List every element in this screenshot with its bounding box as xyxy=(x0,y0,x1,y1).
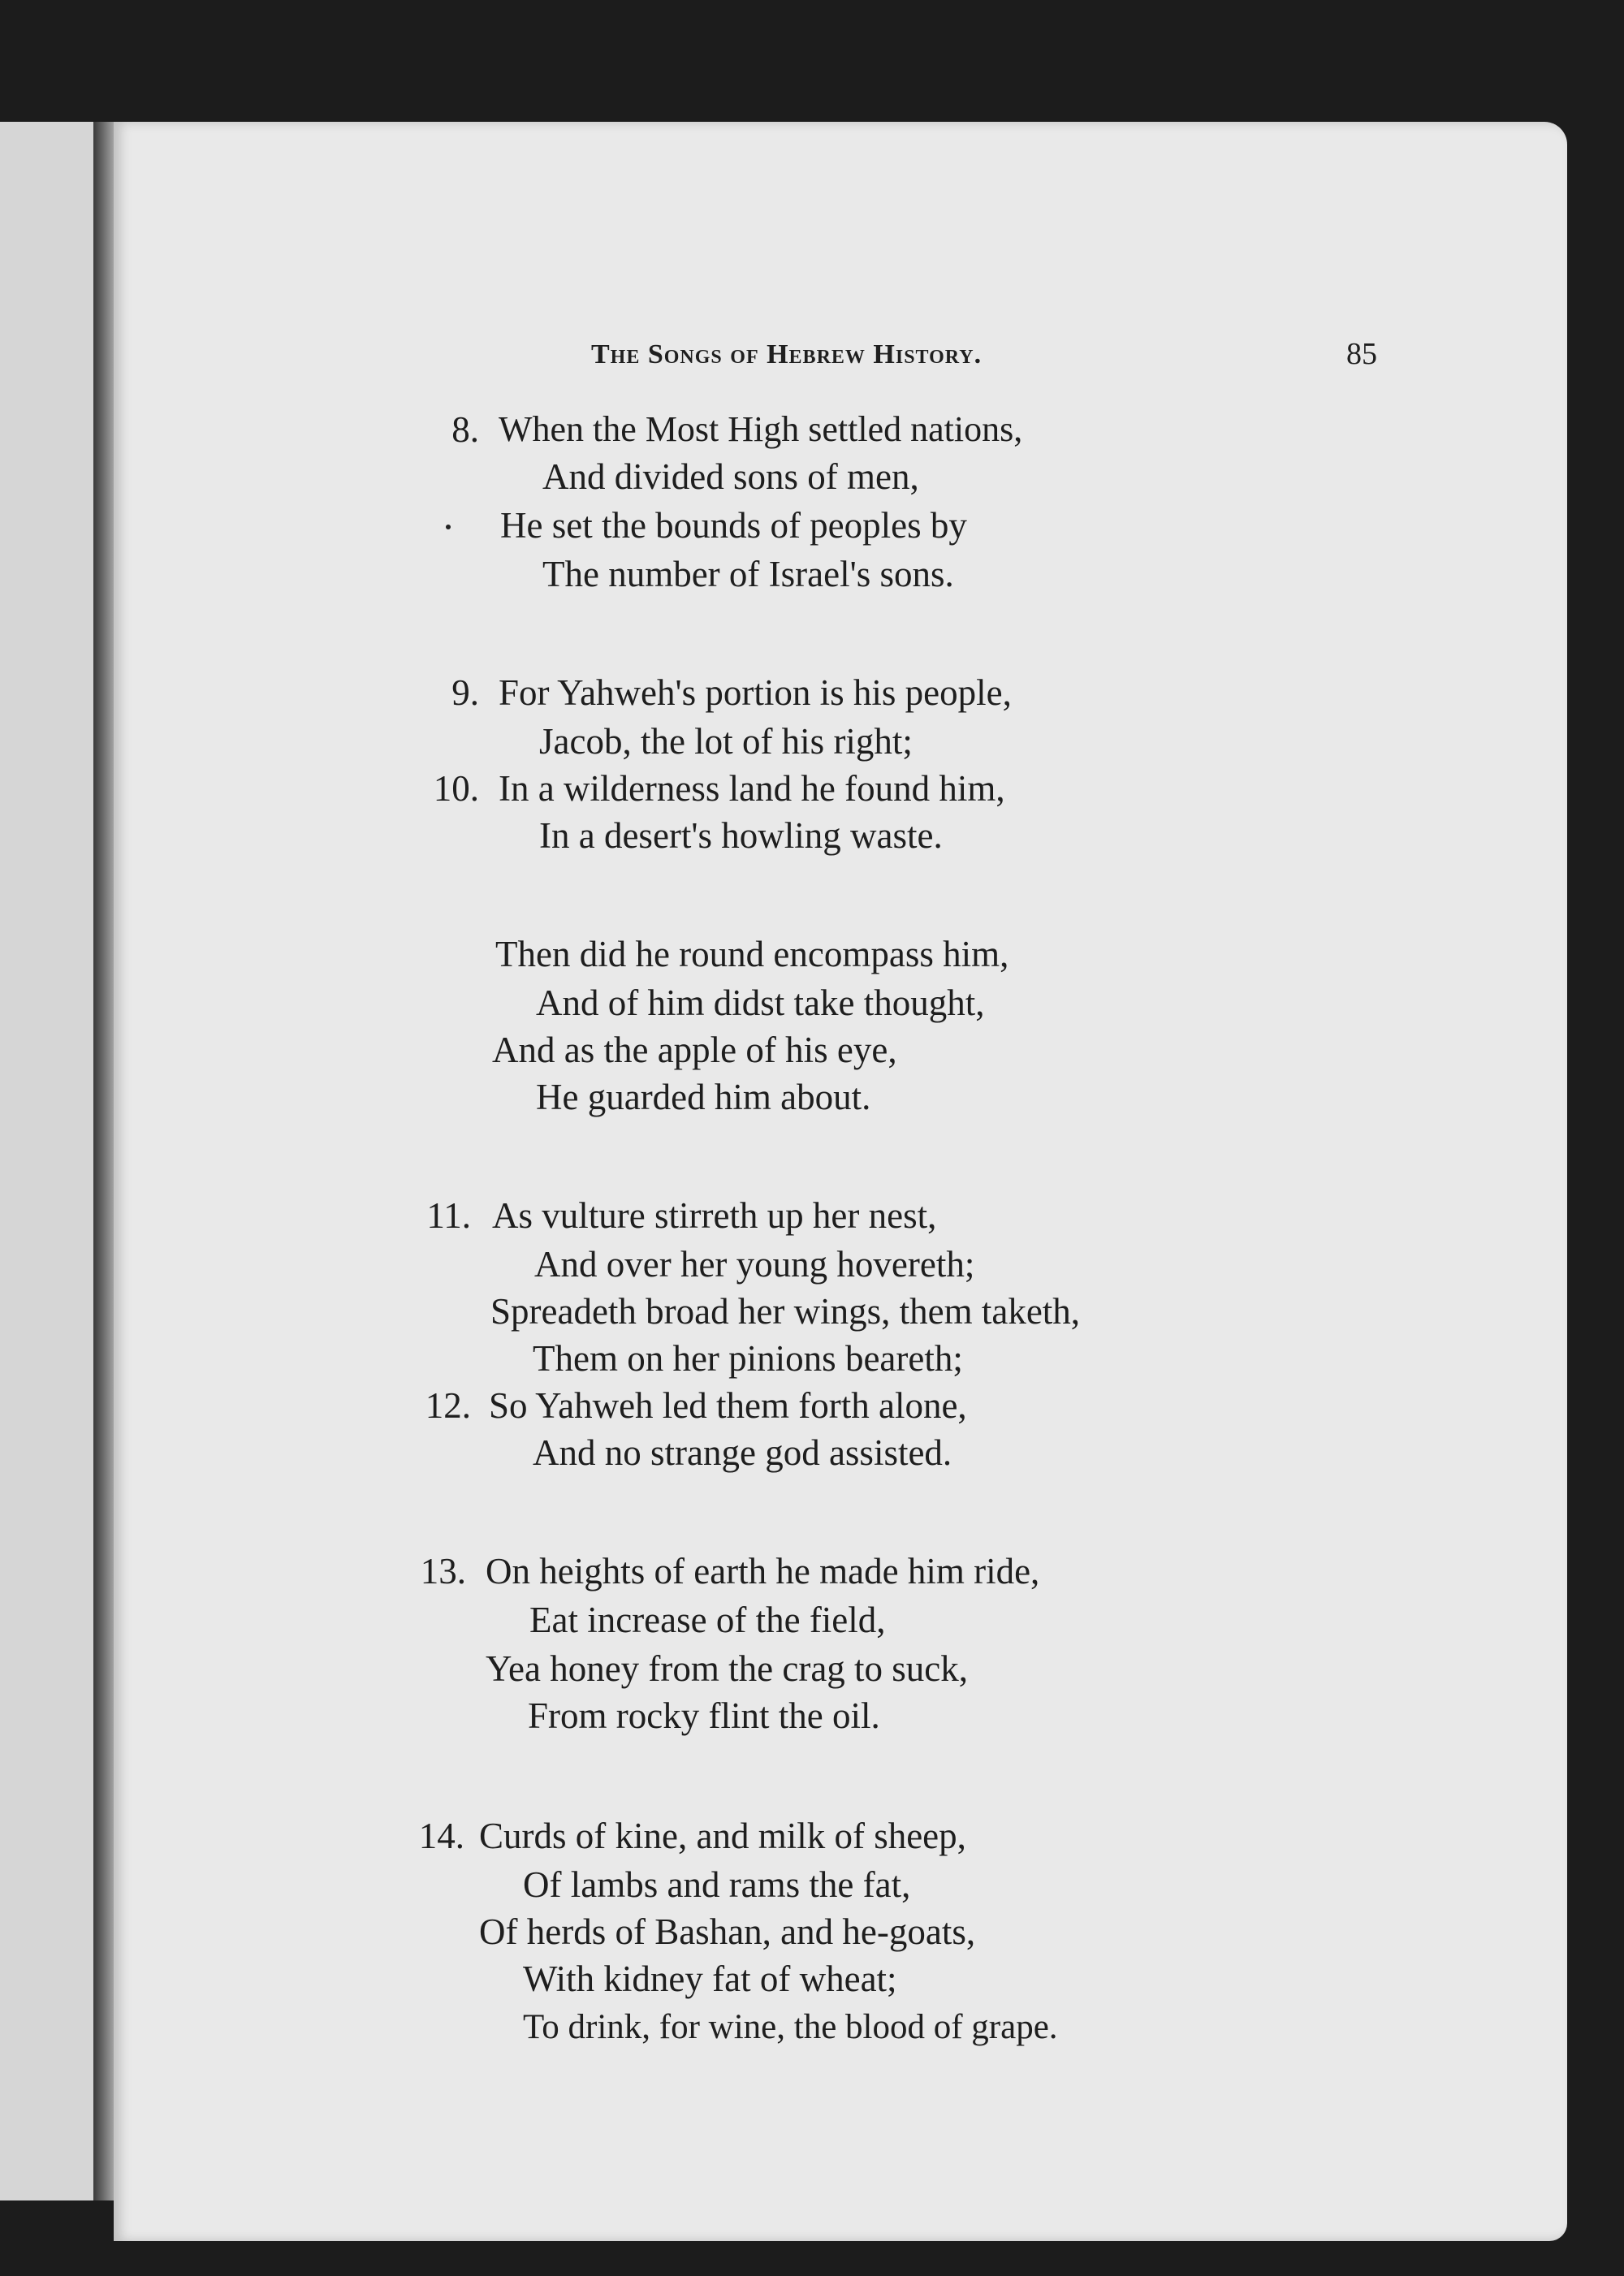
page-header xyxy=(455,339,1389,388)
verse-number: 9. xyxy=(451,672,479,713)
poem-line: In a desert's howling waste. xyxy=(539,815,943,856)
poem-line: The number of Israel's sons. xyxy=(542,554,954,594)
poem-line: Eat increase of the field, xyxy=(529,1600,886,1640)
facing-page-edge xyxy=(0,122,97,2200)
poem-line: Of herds of Bashan, and he-goats, xyxy=(479,1911,976,1952)
running-title: The Songs of Hebrew History. xyxy=(591,339,983,369)
poem-line: And divided sons of men, xyxy=(542,456,919,497)
poem-line: And over her young hovereth; xyxy=(534,1244,975,1285)
verse-number: 13. xyxy=(420,1551,466,1591)
poem-line: With kidney fat of wheat; xyxy=(523,1959,897,1999)
poem-line: When the Most High settled nations, xyxy=(499,409,1023,449)
poem-line: Of lambs and rams the fat, xyxy=(523,1864,911,1905)
poem-line: For Yahweh's portion is his people, xyxy=(499,672,1012,713)
poem-line: Curds of kine, and milk of sheep, xyxy=(479,1816,966,1856)
poem-line: And no strange god assisted. xyxy=(533,1432,952,1473)
page-number: 85 xyxy=(1346,337,1377,371)
poem-line: And of him didst take thought, xyxy=(536,983,985,1023)
poem-line: From rocky flint the oil. xyxy=(528,1695,880,1736)
poem-line: And as the apple of his eye, xyxy=(492,1030,897,1070)
poem-line: Yea honey from the crag to suck, xyxy=(486,1648,969,1689)
poem-line: In a wilderness land he found him, xyxy=(499,768,1005,809)
poem-line: To drink, for wine, the blood of grape. xyxy=(523,2008,1058,2046)
poem-line: He guarded him about. xyxy=(536,1077,871,1117)
poem-line: On heights of earth he made him ride, xyxy=(486,1551,1040,1591)
poem-line: Spreadeth broad her wings, them taketh, xyxy=(490,1291,1081,1332)
verse-number: 11. xyxy=(426,1195,471,1236)
verse-number: 14. xyxy=(418,1816,464,1856)
poem-line: Jacob, the lot of his right; xyxy=(539,721,913,762)
poem-line: Them on her pinions beareth; xyxy=(533,1338,963,1379)
verse-number: 12. xyxy=(425,1385,471,1426)
poem-line: He set the bounds of peoples by xyxy=(500,505,967,546)
poem-line: Then did he round encompass him, xyxy=(495,934,1009,974)
poem-line: So Yahweh led them forth alone, xyxy=(489,1385,967,1426)
verse-number: 10. xyxy=(433,768,479,809)
verse-number: 8. xyxy=(451,409,479,450)
poem-line: As vulture stirreth up her nest, xyxy=(492,1195,937,1236)
print-mark xyxy=(446,525,451,529)
